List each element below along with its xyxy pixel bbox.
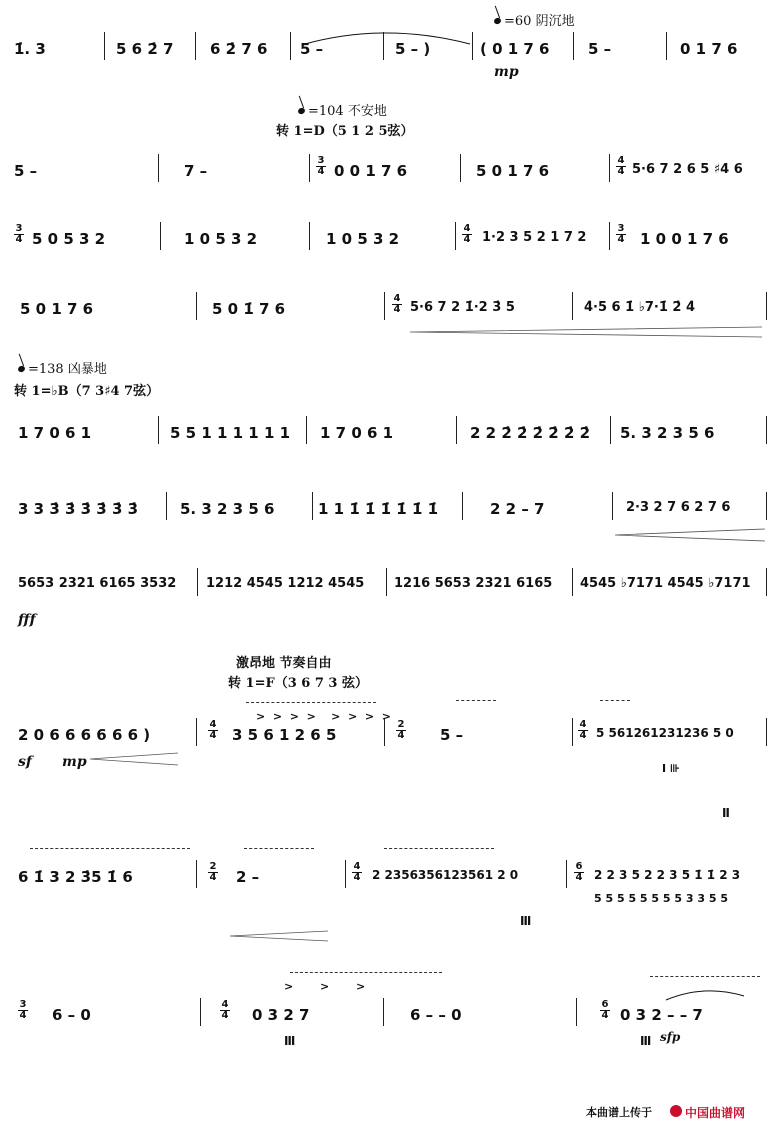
measure: 1 0 5 3 2 (184, 230, 258, 248)
score-row-2 (0, 155, 775, 190)
barline (766, 492, 767, 520)
measure: 4̇·5 6 1̇ ♭7·1̇ 2̇ 4̇ (584, 300, 696, 315)
time-signature-3-4: 3 4 (19, 999, 27, 1021)
accent-marks: > > > (284, 980, 366, 993)
measure: 2 2 3 5 2 2 3 5 1̇ 1̇ 2 3 (594, 868, 741, 882)
barline (610, 416, 611, 444)
barline (456, 416, 457, 444)
barline (290, 32, 291, 60)
dynamic-fff: fff (18, 612, 36, 628)
score-row-6 (0, 500, 775, 528)
barline (309, 154, 310, 182)
measure: 5 0 1 7 6 (20, 300, 94, 318)
time-signature-4-4: 4 4 (221, 999, 229, 1021)
barline (158, 154, 159, 182)
time-signature-4-4: 4 4 (353, 861, 361, 883)
measure: 5 561261231236 5 0 (596, 726, 734, 740)
crescendo-hairpin-icon (410, 326, 765, 338)
barline (197, 568, 198, 596)
measure: 2 2 – 7 (490, 500, 545, 518)
tremolo-extension-line (290, 972, 442, 973)
time-signature-4-4: 4 4 (579, 719, 587, 741)
slur-icon (664, 984, 750, 1002)
measure: 5 – (440, 726, 464, 744)
time-signature-4-4: 4 4 (393, 293, 401, 315)
time-signature-3-4: 3 4 (617, 223, 625, 245)
measure: 2 – (236, 868, 260, 886)
barline (766, 416, 767, 444)
barline (609, 154, 610, 182)
tempo-marking-3: =138 凶暴地 (18, 358, 107, 377)
measure: 2 0 6 6 6 6 6 6 ) (18, 726, 151, 744)
barline (160, 222, 161, 250)
tremolo-extension-line (30, 848, 190, 849)
measure: 5 5 1 1 1 1 1 1 (170, 424, 291, 442)
barline (383, 998, 384, 1026)
measure: 1 7 0 6 1 (320, 424, 394, 442)
measure: 5 6 2̇ 7 (116, 40, 174, 58)
quarter-note-icon (297, 107, 306, 115)
time-signature-4-4: 4 4 (209, 719, 217, 741)
measure: 5653 2321 6165 3532 (18, 576, 177, 591)
barline (196, 860, 197, 888)
measure: 5 – (300, 40, 324, 58)
measure: 2 2356356123561 2 0 (372, 868, 519, 882)
barline (572, 568, 573, 596)
barline (345, 860, 346, 888)
barline (158, 416, 159, 444)
decrescendo-hairpin-icon (615, 528, 770, 542)
measure: 3 3 3̇ 3̇ 3̇ 3̇ 3̇ 3̇ (18, 500, 139, 518)
roman-mark: Ⅱ (722, 806, 730, 820)
measure: 1212 4545 1212 4545 (206, 576, 365, 591)
tremolo-extension-line (244, 848, 314, 849)
barline (666, 32, 667, 60)
measure: 4545 ♭7171 4545 ♭7171 (580, 576, 751, 591)
measure: 3 5 6 1 2 6 5 (232, 726, 337, 744)
barline (612, 492, 613, 520)
tuning-marking-2: 转 1=D（5 1 2 5弦） (276, 124, 414, 139)
site-name[interactable]: 中国曲谱网 (685, 1106, 746, 1120)
time-signature-2-4: 2 4 (397, 719, 405, 741)
measure: 6 1̇ 3 2 3̇5 1̇ 6 (18, 868, 133, 886)
time-signature-4-4: 4 4 (617, 155, 625, 177)
score-row-8 (0, 719, 775, 754)
measure: 5 – (14, 162, 38, 180)
barline (573, 32, 574, 60)
site-logo-icon (670, 1105, 682, 1117)
barline (572, 718, 573, 746)
roman-mark: Ⅲ (520, 914, 532, 928)
tremolo-extension-line (246, 702, 376, 703)
barline (460, 154, 461, 182)
barline (312, 492, 313, 520)
tremolo-extension-line (650, 976, 760, 977)
crescendo-hairpin-icon (90, 752, 180, 766)
measure: 5 0 1̇ 7 6 (212, 300, 286, 318)
time-signature-2-4: 2 4 (209, 861, 217, 883)
tuning-marking-4: 转 1=F（3 6 7 3 弦） (228, 676, 368, 691)
measure: 1216 5653 2321 6165 (394, 576, 553, 591)
measure: 6 – 0 (52, 1006, 91, 1024)
barline (572, 292, 573, 320)
barline (576, 998, 577, 1026)
dynamic-mp: mp (494, 64, 519, 80)
measure: 5 – ) (395, 40, 431, 58)
measure: 0 3 2 – – 7 (620, 1006, 703, 1024)
barline (609, 222, 610, 250)
barline (196, 718, 197, 746)
measure: 0 1 7 6 (680, 40, 738, 58)
measure: 2 2 2̇ 2̇ 2̇ 2̇ 2̇ 2̇ (470, 424, 591, 442)
barline (455, 222, 456, 250)
tempo-marking-2: =104 不安地 (298, 100, 387, 119)
barline (104, 32, 105, 60)
measure: 5. 3 2 3 5 6 (180, 500, 275, 518)
barline (195, 32, 196, 60)
dynamic-sfp: sfp (660, 1030, 681, 1044)
dynamic-sf: sf (18, 754, 32, 770)
dynamic-mp: mp (62, 754, 87, 770)
barline (766, 292, 767, 320)
measure: 5·6 7 2 1̇·2 3̇ 5 (410, 300, 515, 315)
measure: 1 0 0 1 7 6 (640, 230, 729, 248)
slur-icon (300, 28, 480, 48)
tempo-marking-1: =60 阴沉地 (494, 10, 575, 29)
measure: 0 3 2 7 (252, 1006, 310, 1024)
barline (166, 492, 167, 520)
quarter-note-icon (17, 365, 26, 373)
score-row-3 (0, 223, 775, 258)
measure: 5·6 7 2 6 5 ♯4 6 (632, 162, 743, 177)
measure: 1 0 5 3 2 (326, 230, 400, 248)
measure: 5 0 5 3 2 (32, 230, 106, 248)
barline (766, 718, 767, 746)
score-row-10 (0, 999, 775, 1034)
lower-voice: 5 5 5 5 5 5 5 5 3 3 5 5 (594, 892, 728, 905)
measure: 1 1 1̇ 1̇ 1̇ 1̇ 1̇ 1̇ (318, 500, 439, 518)
measure: 1̇. 3 (14, 40, 46, 58)
measure: 1 7 0 6 1 (18, 424, 92, 442)
tremolo-extension-line (600, 700, 630, 701)
measure: 1·2 3 5 2 1 7 2 (482, 230, 587, 245)
time-signature-4-4: 4 4 (463, 223, 471, 245)
time-signature-3-4: 3 4 (317, 155, 325, 177)
barline (384, 292, 385, 320)
harmonic-mark: Ⅰ ⊪ (662, 762, 680, 775)
quarter-note-icon (493, 17, 502, 25)
footer-text: 本曲谱上传于 (586, 1106, 652, 1119)
barline (566, 860, 567, 888)
barline (196, 292, 197, 320)
barline (306, 416, 307, 444)
barline (200, 998, 201, 1026)
accent-marks: > > > > > > > > (256, 710, 392, 723)
decrescendo-hairpin-icon (230, 930, 330, 942)
time-signature-3-4: 3 4 (15, 223, 23, 245)
barline (462, 492, 463, 520)
tuning-marking-3: 转 1=♭B（7 3♯4 7弦） (14, 384, 160, 399)
tempo-marking-4: 激昂地 节奏自由 (236, 656, 332, 671)
measure: 7 – (184, 162, 208, 180)
score-row-5 (0, 424, 775, 452)
roman-mark: Ⅲ (640, 1034, 652, 1048)
measure: 6 2̇ 7 6 (210, 40, 268, 58)
tremolo-extension-line (456, 700, 496, 701)
measure: 5 – (588, 40, 612, 58)
measure: 0 0 1 7 6 (334, 162, 408, 180)
measure: 5. 3 2 3 5 6 (620, 424, 715, 442)
tremolo-extension-line (384, 848, 494, 849)
time-signature-6-4: 6 4 (601, 999, 609, 1021)
barline (309, 222, 310, 250)
score-row-4 (0, 293, 775, 328)
measure: 2·3 2 7 6 2 7 6 (626, 500, 731, 515)
score-row-7 (0, 576, 775, 604)
roman-mark: Ⅲ (284, 1034, 296, 1048)
measure: ( 0 1 7 6 (480, 40, 550, 58)
barline (766, 568, 767, 596)
time-signature-6-4: 6 4 (575, 861, 583, 883)
barline (386, 568, 387, 596)
measure: 5 0 1 7 6 (476, 162, 550, 180)
measure: 6 – – 0 (410, 1006, 462, 1024)
